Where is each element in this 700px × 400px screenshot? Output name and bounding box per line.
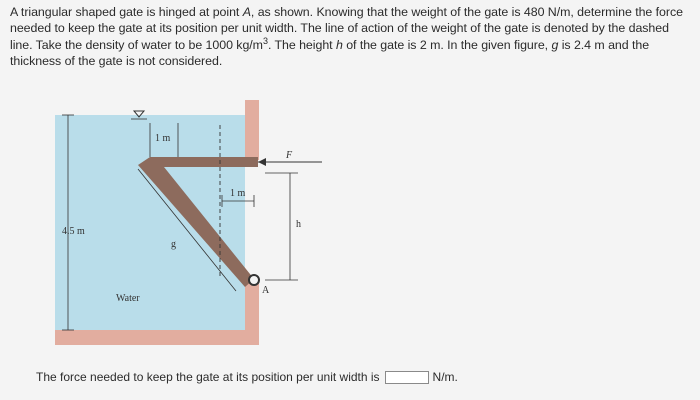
- problem-text-1: A triangular shaped gate is hinged at point: [10, 5, 243, 19]
- floor: [55, 330, 259, 345]
- problem-text-4: of the gate is 2 m. In the given figure,: [342, 37, 552, 52]
- label-1m-mid: 1 m: [230, 188, 246, 199]
- label-h: h: [296, 219, 301, 230]
- h-var: h: [335, 37, 343, 52]
- problem-statement: [10, 4, 694, 70]
- gate-diagram-svg: [40, 95, 340, 357]
- label-g: g: [171, 239, 176, 250]
- label-water: Water: [116, 293, 140, 304]
- answer-row: [36, 370, 458, 384]
- point-a-var: A: [242, 5, 251, 19]
- hinge-a: [249, 275, 259, 285]
- answer-input[interactable]: [385, 371, 429, 384]
- answer-unit: N/m.: [432, 370, 458, 384]
- label-a: A: [262, 285, 270, 296]
- problem-text-3: . The height: [267, 37, 336, 52]
- label-1m-top: 1 m: [155, 133, 171, 144]
- right-wall-lower: [245, 283, 259, 333]
- answer-prompt: The force needed to keep the gate at its position per unit width is: [36, 370, 380, 384]
- label-f: F: [286, 150, 293, 161]
- problem-text-2: , as shown. Knowing that the weight of the gate is 480 N/m, determine the force needed to keep the gate at its position per unit width. The line of action of the weight of the gate is denoted by the dashed line. Take the density of water to be 1000 kg/m: [10, 5, 683, 52]
- label-45m: 4.5 m: [62, 226, 85, 237]
- right-wall: [245, 100, 259, 160]
- g-var: g: [551, 37, 559, 52]
- problem-text-5: is 2.4 m and the thickness of the gate is not considered.: [10, 37, 650, 69]
- superscript: 3: [262, 35, 268, 46]
- gate-diagram: [40, 95, 340, 357]
